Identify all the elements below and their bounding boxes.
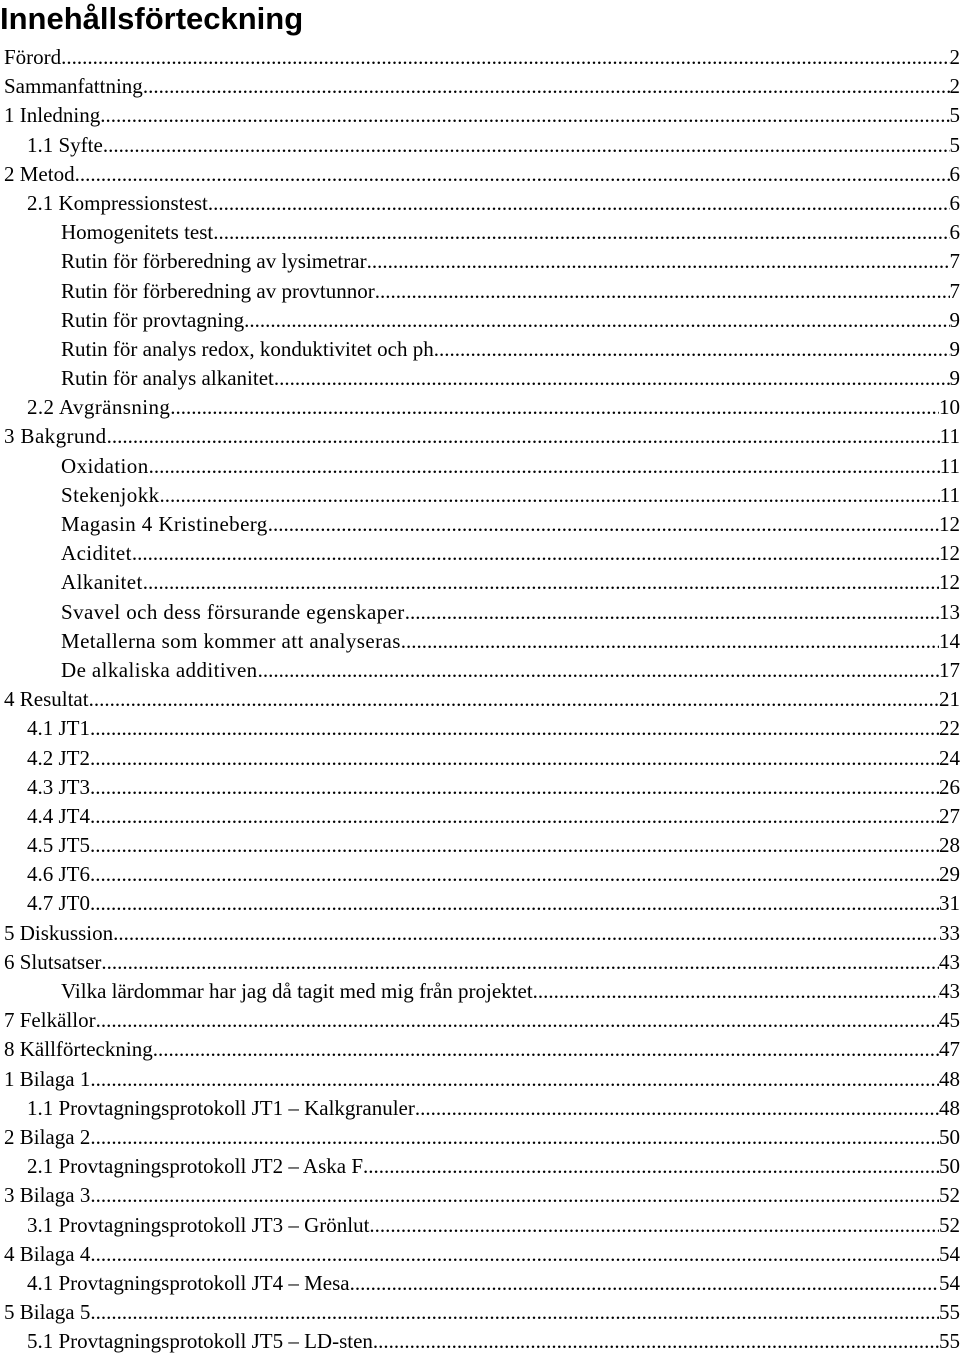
dot-leader bbox=[90, 802, 939, 831]
toc-entry-page-number: 50 bbox=[939, 1124, 960, 1149]
dot-leader bbox=[90, 1123, 939, 1152]
toc-entry[interactable] bbox=[0, 773, 960, 802]
dot-leader bbox=[367, 247, 950, 276]
toc-entry-label: Aciditet bbox=[61, 541, 132, 566]
dot-leader bbox=[90, 773, 939, 802]
toc-entry[interactable] bbox=[0, 247, 960, 276]
toc-entry[interactable] bbox=[0, 860, 960, 889]
toc-entry-page-number: 2 bbox=[949, 74, 960, 99]
toc-entry-label: Rutin för provtagning bbox=[61, 307, 245, 332]
dot-leader bbox=[170, 393, 939, 422]
toc-entry-label: 3 Bilaga 3 bbox=[4, 1183, 91, 1208]
dot-leader bbox=[160, 481, 940, 510]
dot-leader bbox=[149, 452, 940, 481]
toc-entry-label: Oxidation bbox=[61, 453, 149, 478]
toc-entry[interactable] bbox=[0, 72, 960, 101]
toc-entry-page-number: 11 bbox=[939, 424, 960, 449]
toc-entry[interactable] bbox=[0, 889, 960, 918]
toc-entry-page-number: 50 bbox=[939, 1154, 960, 1179]
toc-entry-label: 2 Metod bbox=[4, 161, 75, 186]
dot-leader bbox=[103, 131, 950, 160]
toc-entry-label: Metallerna som kommer att analyseras bbox=[61, 628, 401, 653]
toc-entry-page-number: 11 bbox=[939, 453, 960, 478]
dot-leader bbox=[244, 306, 949, 335]
dot-leader bbox=[113, 919, 939, 948]
toc-entry[interactable] bbox=[0, 364, 960, 393]
toc-entry[interactable] bbox=[0, 1065, 960, 1094]
toc-entry-label: 5.1 Provtagningsprotokoll JT5 – LD-sten bbox=[27, 1329, 373, 1354]
dot-leader bbox=[274, 364, 950, 393]
toc-entry[interactable] bbox=[0, 1152, 960, 1181]
dot-leader bbox=[373, 1327, 939, 1356]
toc-entry-page-number: 6 bbox=[949, 161, 960, 186]
toc-entry-page-number: 21 bbox=[939, 687, 960, 712]
toc-entry[interactable] bbox=[0, 306, 960, 335]
toc-entry-label: Alkanitet bbox=[61, 570, 143, 595]
dot-leader bbox=[75, 160, 950, 189]
toc-entry[interactable] bbox=[0, 598, 960, 627]
toc-entry-page-number: 12 bbox=[939, 541, 960, 566]
toc-entry[interactable] bbox=[0, 656, 960, 685]
dot-leader bbox=[434, 335, 950, 364]
toc-entry[interactable] bbox=[0, 189, 960, 218]
dot-leader bbox=[96, 1006, 939, 1035]
toc-entry-label: Svavel och dess försurande egenskaper bbox=[61, 599, 405, 624]
toc-entry-label: De alkaliska additiven bbox=[61, 657, 258, 682]
toc-entry[interactable] bbox=[0, 744, 960, 773]
dot-leader bbox=[415, 1094, 939, 1123]
toc-entry-label: 2.1 Provtagningsprotokoll JT2 – Aska F bbox=[27, 1154, 364, 1179]
toc-entry[interactable] bbox=[0, 948, 960, 977]
toc-entry-page-number: 48 bbox=[939, 1095, 960, 1120]
toc-entry[interactable] bbox=[0, 919, 960, 948]
toc-entry[interactable] bbox=[0, 1327, 960, 1356]
toc-entry-page-number: 45 bbox=[939, 1008, 960, 1033]
toc-entry[interactable] bbox=[0, 43, 960, 72]
dot-leader bbox=[375, 277, 950, 306]
dot-leader bbox=[90, 831, 939, 860]
toc-entry-label: Sammanfattning bbox=[4, 74, 143, 99]
dot-leader bbox=[213, 218, 949, 247]
toc-entry-label: Rutin för analys alkanitet bbox=[61, 366, 274, 391]
toc-entry-page-number: 10 bbox=[939, 395, 960, 420]
toc-entry[interactable] bbox=[0, 160, 960, 189]
toc-entry-label: Rutin för förberedning av lysimetrar bbox=[61, 249, 367, 274]
toc-entry[interactable] bbox=[0, 1094, 960, 1123]
toc-entry-page-number: 28 bbox=[939, 833, 960, 858]
toc-entry[interactable] bbox=[0, 335, 960, 364]
dot-leader bbox=[101, 948, 939, 977]
toc-entry-page-number: 9 bbox=[949, 336, 960, 361]
toc-entry-label: 4.1 Provtagningsprotokoll JT4 – Mesa bbox=[27, 1270, 350, 1295]
toc-entry-label: Rutin för förberedning av provtunnor bbox=[61, 278, 375, 303]
dot-leader bbox=[143, 72, 950, 101]
dot-leader bbox=[153, 1035, 939, 1064]
dot-leader bbox=[90, 744, 939, 773]
toc-entry[interactable] bbox=[0, 1035, 960, 1064]
toc-entry-label: 4.7 JT0 bbox=[27, 891, 90, 916]
toc-entry-label: 8 Källförteckning bbox=[4, 1037, 153, 1062]
dot-leader bbox=[100, 101, 949, 130]
toc-entry-page-number: 9 bbox=[949, 366, 960, 391]
toc-entry-label: 5 Bilaga 5 bbox=[4, 1300, 91, 1325]
toc-entry-label: 4 Bilaga 4 bbox=[4, 1241, 91, 1266]
dot-leader bbox=[132, 539, 939, 568]
toc-list bbox=[0, 43, 960, 1356]
toc-entry[interactable] bbox=[0, 977, 960, 1006]
toc-entry-page-number: 7 bbox=[949, 249, 960, 274]
dot-leader bbox=[350, 1269, 939, 1298]
toc-entry[interactable] bbox=[0, 831, 960, 860]
dot-leader bbox=[90, 1240, 939, 1269]
toc-entry-label: 7 Felkällor bbox=[4, 1008, 96, 1033]
toc-entry-page-number: 43 bbox=[939, 979, 960, 1003]
toc-entry-label: Stekenjokk bbox=[61, 482, 160, 507]
dot-leader bbox=[258, 656, 939, 685]
toc-entry-page-number: 22 bbox=[939, 716, 960, 741]
toc-entry[interactable] bbox=[0, 510, 960, 539]
toc-entry-page-number: 6 bbox=[949, 190, 960, 215]
toc-entry-label: 4 Resultat bbox=[4, 687, 89, 712]
toc-entry[interactable] bbox=[0, 1123, 960, 1152]
dot-leader bbox=[369, 1211, 939, 1240]
toc-entry-label: 3 Bakgrund bbox=[4, 424, 107, 449]
toc-entry-label: 6 Slutsatser bbox=[4, 949, 102, 974]
toc-entry-label: Förord bbox=[4, 45, 62, 69]
toc-entry[interactable] bbox=[0, 714, 960, 743]
dot-leader bbox=[90, 1298, 939, 1327]
dot-leader bbox=[90, 889, 939, 918]
toc-entry-label: 1.1 Syfte bbox=[27, 132, 103, 157]
toc-entry[interactable] bbox=[0, 1269, 960, 1298]
toc-entry-page-number: 54 bbox=[939, 1270, 960, 1295]
toc-entry[interactable] bbox=[0, 393, 960, 422]
dot-leader bbox=[61, 43, 949, 72]
toc-entry-page-number: 29 bbox=[939, 862, 960, 887]
toc-entry[interactable] bbox=[0, 101, 960, 130]
dot-leader bbox=[363, 1152, 939, 1181]
toc-entry-page-number: 9 bbox=[949, 307, 960, 332]
toc-entry-page-number: 43 bbox=[939, 949, 960, 974]
toc-entry[interactable] bbox=[0, 277, 960, 306]
toc-entry-page-number: 26 bbox=[939, 774, 960, 799]
toc-entry-page-number: 55 bbox=[939, 1329, 960, 1354]
toc-entry-label: 4.1 JT1 bbox=[27, 716, 90, 741]
toc-entry[interactable] bbox=[0, 452, 960, 481]
toc-title: Innehållsförteckning bbox=[0, 1, 304, 36]
toc-entry-page-number: 52 bbox=[939, 1183, 960, 1208]
toc-entry-page-number: 2 bbox=[949, 45, 960, 69]
toc-entry[interactable] bbox=[0, 627, 960, 656]
toc-entry-page-number: 27 bbox=[939, 803, 960, 828]
toc-entry-label: 5 Diskussion bbox=[4, 920, 114, 945]
toc-entry[interactable] bbox=[0, 1006, 960, 1035]
toc-entry-label: 1 Bilaga 1 bbox=[4, 1066, 91, 1091]
toc-entry-page-number: 47 bbox=[939, 1037, 960, 1062]
toc-entry-page-number: 55 bbox=[939, 1300, 960, 1325]
toc-entry[interactable] bbox=[0, 422, 960, 451]
dot-leader bbox=[268, 510, 939, 539]
toc-entry-page-number: 12 bbox=[939, 570, 960, 595]
toc-entry[interactable] bbox=[0, 481, 960, 510]
toc-entry[interactable] bbox=[0, 131, 960, 160]
toc-entry[interactable] bbox=[0, 218, 960, 247]
toc-entry[interactable] bbox=[0, 1211, 960, 1240]
toc-entry-page-number: 11 bbox=[939, 482, 960, 507]
toc-entry-page-number: 52 bbox=[939, 1212, 960, 1237]
toc-entry-label: Homogenitets test bbox=[61, 220, 214, 245]
toc-entry[interactable] bbox=[0, 685, 960, 714]
toc-entry-label: Rutin för analys redox, konduktivitet och ph bbox=[61, 336, 434, 361]
toc-entry-label: 2 Bilaga 2 bbox=[4, 1124, 91, 1149]
toc-entry[interactable] bbox=[0, 1181, 960, 1210]
dot-leader bbox=[107, 422, 940, 451]
dot-leader bbox=[401, 627, 939, 656]
toc-entry-page-number: 7 bbox=[949, 278, 960, 303]
toc-entry-page-number: 12 bbox=[939, 512, 960, 536]
toc-entry-label: 2.1 Kompressionstest bbox=[27, 190, 208, 215]
dot-leader bbox=[89, 685, 939, 714]
dot-leader bbox=[208, 189, 950, 218]
toc-entry[interactable] bbox=[0, 802, 960, 831]
dot-leader bbox=[90, 1181, 939, 1210]
dot-leader bbox=[90, 860, 939, 889]
dot-leader bbox=[405, 598, 939, 627]
dot-leader bbox=[143, 568, 939, 597]
dot-leader bbox=[90, 714, 939, 743]
toc-entry-page-number: 14 bbox=[939, 628, 960, 653]
dot-leader bbox=[533, 977, 939, 1006]
toc-entry-label: 2.2 Avgränsning bbox=[27, 395, 171, 420]
dot-leader bbox=[90, 1065, 939, 1094]
toc-entry-label: 3.1 Provtagningsprotokoll JT3 – Grönlut bbox=[27, 1212, 370, 1237]
toc-entry[interactable] bbox=[0, 1240, 960, 1269]
toc-entry-page-number: 31 bbox=[939, 891, 960, 916]
toc-entry-page-number: 54 bbox=[939, 1241, 960, 1266]
toc-entry-label: 1 Inledning bbox=[4, 103, 101, 128]
toc-entry-page-number: 6 bbox=[949, 220, 960, 245]
toc-entry-label: 4.2 JT2 bbox=[27, 745, 90, 770]
toc-entry-label: 4.5 JT5 bbox=[27, 833, 90, 858]
toc-entry[interactable] bbox=[0, 539, 960, 568]
toc-entry-page-number: 17 bbox=[939, 657, 960, 682]
toc-entry-page-number: 13 bbox=[939, 599, 960, 624]
toc-entry-page-number: 5 bbox=[949, 103, 960, 128]
toc-entry[interactable] bbox=[0, 568, 960, 597]
toc-entry-label: 4.4 JT4 bbox=[27, 803, 90, 828]
toc-entry-page-number: 33 bbox=[939, 920, 960, 945]
toc-entry-page-number: 48 bbox=[939, 1066, 960, 1091]
toc-entry-label: 4.6 JT6 bbox=[27, 862, 90, 887]
toc-entry-page-number: 5 bbox=[949, 132, 960, 157]
toc-entry-label: Vilka lärdommar har jag då tagit med mig från projektet bbox=[61, 979, 533, 1003]
toc-entry[interactable] bbox=[0, 1298, 960, 1327]
toc-entry-label: Magasin 4 Kristineberg bbox=[61, 512, 268, 536]
toc-entry-page-number: 24 bbox=[939, 745, 960, 770]
toc-entry-label: 1.1 Provtagningsprotokoll JT1 – Kalkgranuler bbox=[27, 1095, 415, 1120]
toc-entry-label: 4.3 JT3 bbox=[27, 774, 90, 799]
